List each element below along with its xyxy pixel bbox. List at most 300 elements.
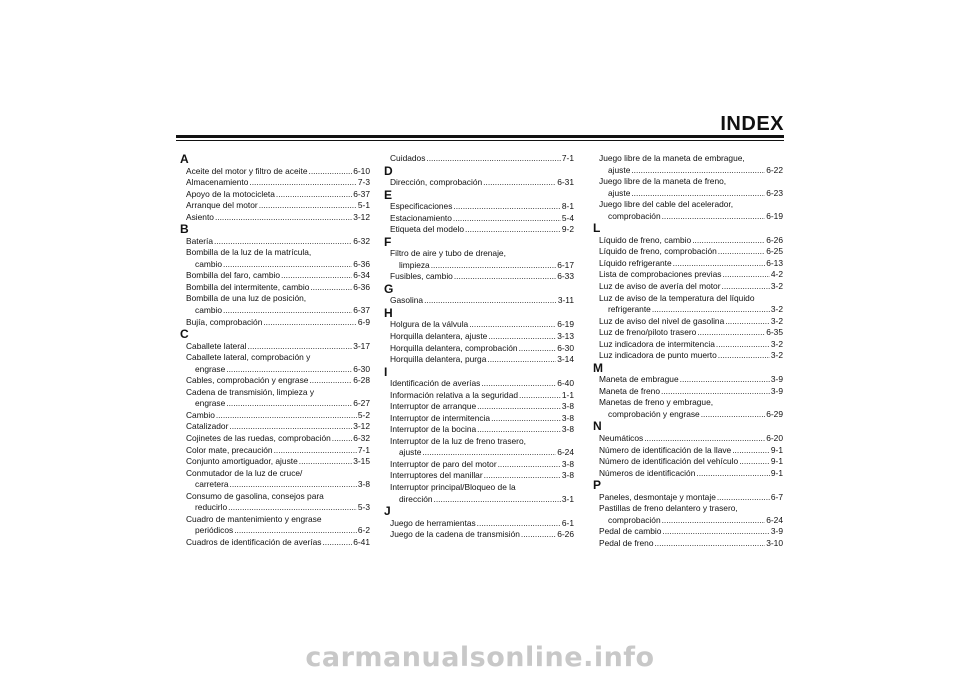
entry-row xyxy=(384,224,574,236)
entry-term: refrigerante xyxy=(608,304,651,315)
dot-leader xyxy=(226,364,352,376)
entry-row xyxy=(180,479,370,491)
entry-row xyxy=(384,319,574,331)
dot-leader xyxy=(521,529,556,541)
dot-leader xyxy=(717,492,770,504)
page-number: 6-20 xyxy=(766,432,783,443)
index-column-2 xyxy=(384,153,574,541)
dot-leader xyxy=(453,201,561,213)
index-entry xyxy=(180,200,370,212)
dot-leader xyxy=(274,445,357,457)
entry-term: Cojinetes de las ruedas, comprobación xyxy=(186,432,331,443)
entry-term: Cambio xyxy=(186,409,215,420)
entry-term: Luz de freno/piloto trasero xyxy=(599,327,697,338)
section-letter: J xyxy=(384,504,391,519)
page-number: 6-34 xyxy=(353,270,370,281)
index-entry xyxy=(593,293,783,316)
entry-row xyxy=(384,529,574,541)
index-entry xyxy=(593,246,783,258)
page-number: 6-32 xyxy=(353,432,370,443)
index-column-3 xyxy=(593,153,783,549)
dot-leader xyxy=(498,459,561,471)
dot-leader xyxy=(426,153,561,165)
entry-row xyxy=(384,378,574,390)
section-letter: P xyxy=(593,478,602,493)
entry-term: Juego de la cadena de transmisión xyxy=(390,529,520,540)
dot-leader xyxy=(722,281,770,293)
entry-term: Información relativa a la seguridad xyxy=(390,389,519,400)
entry-row xyxy=(593,211,783,223)
index-entry xyxy=(593,350,783,362)
dot-leader xyxy=(652,304,770,316)
dot-leader xyxy=(310,282,352,294)
entry-line: Cadena de transmisión, limpieza y xyxy=(186,386,315,397)
page-number: 3-8 xyxy=(561,412,574,423)
dot-leader xyxy=(662,211,766,223)
index-entry xyxy=(180,410,370,422)
page-number: 6-41 xyxy=(353,536,370,547)
entry-row xyxy=(384,390,574,402)
entry-row xyxy=(180,212,370,224)
section-letter: B xyxy=(180,222,189,237)
entry-row xyxy=(180,341,370,353)
entry-line: Pastillas de freno delantero y trasero, xyxy=(599,503,738,514)
dot-leader xyxy=(228,502,357,514)
entry-row xyxy=(384,153,574,165)
page-number: 7-1 xyxy=(561,153,574,163)
entry-row xyxy=(593,386,783,398)
entry-term: Conjunto amortiguador, ajuste xyxy=(186,456,298,467)
dot-leader xyxy=(519,343,557,355)
page-number: 3-17 xyxy=(353,340,370,351)
entry-term: comprobación xyxy=(608,210,661,221)
page-number: 3-8 xyxy=(561,458,574,469)
dot-leader xyxy=(722,269,769,281)
entry-row xyxy=(593,433,783,445)
entry-term: Cables, comprobación y engrase xyxy=(186,375,309,386)
dot-leader xyxy=(309,375,352,387)
dot-leader xyxy=(226,398,352,410)
dot-leader xyxy=(692,235,765,247)
page-number: 3-8 xyxy=(561,470,574,481)
entry-row xyxy=(593,246,783,258)
index-entry xyxy=(180,189,370,201)
entry-term: Cuadros de identificación de averías xyxy=(186,536,322,547)
section-letter: E xyxy=(384,187,393,202)
entry-row xyxy=(180,537,370,549)
index-entry xyxy=(593,281,783,293)
index-entry xyxy=(593,397,783,420)
entry-term: reducirlo xyxy=(195,502,228,513)
dot-leader xyxy=(215,212,352,224)
header-rule-thin xyxy=(176,140,784,141)
page-number: 6-10 xyxy=(353,165,370,176)
page-number: 3-8 xyxy=(561,401,574,412)
index-entry xyxy=(593,526,783,538)
index-entry xyxy=(593,339,783,351)
page-number: 9-1 xyxy=(770,467,783,478)
entry-term: Líquido de freno, cambio xyxy=(599,234,692,245)
entry-row xyxy=(593,515,783,527)
entry-row xyxy=(384,494,574,506)
entry-row xyxy=(180,525,370,537)
page-number: 6-30 xyxy=(557,342,574,353)
dot-leader xyxy=(477,424,561,436)
section-letter: I xyxy=(384,364,388,379)
page-number: 6-7 xyxy=(770,491,783,502)
entry-term: Juego de herramientas xyxy=(390,517,476,528)
index-entry xyxy=(180,514,370,537)
entry-term: Fusibles, cambio xyxy=(390,271,453,282)
dot-leader xyxy=(662,526,770,538)
entry-row xyxy=(384,213,574,225)
entry-row xyxy=(593,350,783,362)
dot-leader xyxy=(469,319,556,331)
entry-row xyxy=(384,177,574,189)
dot-leader xyxy=(481,378,556,390)
entry-term: Luz de aviso de avería del motor xyxy=(599,280,721,291)
entry-term: ajuste xyxy=(608,164,631,175)
entry-term: Horquilla delantera, comprobación xyxy=(390,342,518,353)
page-number: 3-10 xyxy=(766,537,783,548)
page-number: 6-28 xyxy=(353,375,370,386)
entry-term: Cuidados xyxy=(390,153,426,163)
entry-term: Especificaciones xyxy=(390,201,453,212)
entry-term: Arranque del motor xyxy=(186,200,258,211)
entry-row xyxy=(593,409,783,421)
dot-leader xyxy=(259,200,357,212)
dot-leader xyxy=(631,165,765,177)
index-entry xyxy=(384,378,574,390)
dot-leader xyxy=(718,350,770,362)
index-entry xyxy=(180,433,370,445)
index-entry xyxy=(180,468,370,491)
entry-row xyxy=(180,433,370,445)
dot-leader xyxy=(216,410,357,422)
page-number: 3-2 xyxy=(770,304,783,315)
dot-leader xyxy=(654,538,765,550)
dot-leader xyxy=(214,236,352,248)
page-number: 3-1 xyxy=(561,493,574,504)
index-entry xyxy=(180,456,370,468)
page-number: 3-15 xyxy=(353,456,370,467)
entry-term: Estacionamiento xyxy=(390,212,452,223)
entry-term: Número de identificación de la llave xyxy=(599,444,732,455)
index-entry xyxy=(593,468,783,480)
entry-term: Gasolina xyxy=(390,295,424,306)
entry-row xyxy=(593,188,783,200)
index-entry xyxy=(384,295,574,307)
index-entry xyxy=(180,537,370,549)
entry-row xyxy=(180,317,370,329)
page-number: 7-1 xyxy=(357,444,370,455)
entry-term: comprobación y engrase xyxy=(608,408,700,419)
dot-leader xyxy=(434,494,561,506)
dot-leader xyxy=(701,409,766,421)
entry-term: ajuste xyxy=(608,187,631,198)
entry-row xyxy=(384,354,574,366)
index-entry xyxy=(593,538,783,550)
entry-term: Neumáticos xyxy=(599,432,644,443)
page-number: 5-3 xyxy=(357,502,370,513)
section-letter: M xyxy=(593,360,603,375)
index-entry xyxy=(180,247,370,270)
dot-leader xyxy=(673,258,766,270)
index-entry xyxy=(384,319,574,331)
index-entry xyxy=(180,236,370,248)
page-number: 9-1 xyxy=(770,444,783,455)
page-number: 4-2 xyxy=(770,269,783,280)
entry-line: Juego libre de la maneta de freno, xyxy=(599,176,727,187)
entry-term: Lista de comprobaciones previas xyxy=(599,269,722,280)
dot-leader xyxy=(661,386,770,398)
entry-term: Número de identificación del vehículo xyxy=(599,456,739,467)
index-entry xyxy=(384,518,574,530)
page-number: 6-9 xyxy=(357,316,370,327)
entry-term: Dirección, comprobación xyxy=(390,177,483,188)
page-title: INDEX xyxy=(720,113,784,135)
entry-row xyxy=(180,375,370,387)
dot-leader xyxy=(739,456,770,468)
dot-leader xyxy=(230,479,357,491)
entry-row xyxy=(180,445,370,457)
dot-leader xyxy=(484,470,561,482)
entry-row xyxy=(593,492,783,504)
page-number: 8-1 xyxy=(561,201,574,212)
index-entry xyxy=(384,201,574,213)
entry-row xyxy=(593,374,783,386)
page-number: 3-13 xyxy=(557,330,574,341)
entry-row xyxy=(384,401,574,413)
index-entry xyxy=(180,387,370,410)
page-number: 3-2 xyxy=(770,338,783,349)
index-entry xyxy=(180,445,370,457)
dot-leader xyxy=(732,445,770,457)
index-entry xyxy=(180,166,370,178)
page-number: 6-32 xyxy=(353,235,370,246)
page-number: 3-9 xyxy=(770,526,783,537)
entry-term: ajuste xyxy=(399,447,422,458)
entry-row xyxy=(593,281,783,293)
entry-term: limpieza xyxy=(399,259,430,270)
page-number: 6-37 xyxy=(353,305,370,316)
entry-row xyxy=(384,295,574,307)
page-number: 1-1 xyxy=(561,389,574,400)
page-number: 6-26 xyxy=(557,529,574,540)
entry-row xyxy=(180,305,370,317)
entry-term: Interruptor de intermitencia xyxy=(390,412,491,423)
index-entry xyxy=(180,293,370,316)
page-number: 6-19 xyxy=(766,210,783,221)
entry-term: Luz indicadora de punto muerto xyxy=(599,350,717,361)
entry-term: Bujía, comprobación xyxy=(186,316,263,327)
page-number: 6-37 xyxy=(353,188,370,199)
entry-term: Líquido refrigerante xyxy=(599,257,672,268)
index-entry xyxy=(384,424,574,436)
entry-term: Color mate, precaución xyxy=(186,444,273,455)
dot-leader xyxy=(281,270,352,282)
dot-leader xyxy=(716,339,770,351)
page-number: 5-4 xyxy=(561,212,574,223)
entry-term: Pedal de freno xyxy=(599,537,654,548)
dot-leader xyxy=(487,354,556,366)
section-letter: H xyxy=(384,305,393,320)
page-number: 7-3 xyxy=(357,177,370,188)
page-number: 6-29 xyxy=(766,408,783,419)
index-entry xyxy=(384,177,574,189)
page-number: 6-24 xyxy=(766,514,783,525)
entry-term: comprobación xyxy=(608,514,661,525)
section-letter: N xyxy=(593,419,602,434)
dot-leader xyxy=(519,390,561,402)
page-number: 5-1 xyxy=(357,200,370,211)
entry-row xyxy=(384,459,574,471)
index-entry xyxy=(384,470,574,482)
page-number: 3-9 xyxy=(770,374,783,385)
entry-row xyxy=(180,236,370,248)
dot-leader xyxy=(631,188,765,200)
entry-row xyxy=(180,398,370,410)
entry-row xyxy=(384,343,574,355)
entry-line: Bombilla de una luz de posición, xyxy=(186,293,307,304)
page-number: 6-13 xyxy=(766,257,783,268)
index-entry xyxy=(593,456,783,468)
entry-row xyxy=(593,258,783,270)
dot-leader xyxy=(644,433,765,445)
dot-leader xyxy=(424,295,557,307)
index-entry xyxy=(180,270,370,282)
page-number: 3-2 xyxy=(770,350,783,361)
entry-term: dirección xyxy=(399,493,433,504)
entry-row xyxy=(180,502,370,514)
index-entry xyxy=(593,433,783,445)
page-number: 6-22 xyxy=(766,164,783,175)
entry-row xyxy=(384,331,574,343)
entry-term: Maneta de freno xyxy=(599,385,660,396)
dot-leader xyxy=(263,317,357,329)
page-number: 9-1 xyxy=(770,456,783,467)
page-number: 6-36 xyxy=(353,281,370,292)
page-number: 6-17 xyxy=(557,259,574,270)
index-entry xyxy=(593,492,783,504)
page-number: 6-30 xyxy=(353,363,370,374)
entry-row xyxy=(180,189,370,201)
entry-term: Caballete lateral xyxy=(186,340,247,351)
entry-term: periódicos xyxy=(195,525,234,536)
entry-term: Paneles, desmontaje y montaje xyxy=(599,491,716,502)
entry-term: Luz de aviso del nivel de gasolina xyxy=(599,315,725,326)
entry-row xyxy=(593,456,783,468)
page-number: 6-24 xyxy=(557,447,574,458)
entry-row xyxy=(384,413,574,425)
dot-leader xyxy=(718,246,765,258)
index-entry xyxy=(593,199,783,222)
entry-row xyxy=(180,259,370,271)
dot-leader xyxy=(696,468,770,480)
watermark: carmanualsonline.info xyxy=(305,642,655,673)
dot-leader xyxy=(488,331,556,343)
entry-term: Horquilla delantera, ajuste xyxy=(390,330,488,341)
dot-leader xyxy=(477,401,561,413)
page-number: 3-14 xyxy=(557,354,574,365)
entry-line: Interruptor de la luz de freno trasero, xyxy=(390,435,526,446)
page-number: 6-40 xyxy=(557,378,574,389)
entry-row xyxy=(593,468,783,480)
dot-leader xyxy=(422,447,556,459)
entry-term: Aceite del motor y filtro de aceite xyxy=(186,165,308,176)
entry-row xyxy=(593,538,783,550)
index-entry xyxy=(384,213,574,225)
entry-term: Líquido de freno, comprobación xyxy=(599,246,717,257)
entry-row xyxy=(593,327,783,339)
index-entry xyxy=(384,354,574,366)
entry-term: Interruptores del manillar xyxy=(390,470,483,481)
index-entry xyxy=(593,327,783,339)
entry-line: Interruptor principal/Bloqueo de la xyxy=(390,482,516,493)
entry-row xyxy=(180,166,370,178)
entry-row xyxy=(593,445,783,457)
section-letter: D xyxy=(384,163,393,178)
index-entry xyxy=(384,343,574,355)
entry-row xyxy=(384,518,574,530)
page-number: 6-23 xyxy=(766,187,783,198)
dot-leader xyxy=(332,433,352,445)
page-number: 3-2 xyxy=(770,315,783,326)
index-entry xyxy=(180,282,370,294)
index-entry xyxy=(384,482,574,505)
entry-term: Horquilla delantera, purga xyxy=(390,354,487,365)
entry-row xyxy=(180,456,370,468)
dot-leader xyxy=(276,189,352,201)
dot-leader xyxy=(309,166,353,178)
index-entry xyxy=(593,176,783,199)
index-entry xyxy=(593,269,783,281)
index-column-1 xyxy=(180,153,370,548)
section-letter: C xyxy=(180,327,189,342)
entry-row xyxy=(593,339,783,351)
index-entry xyxy=(593,235,783,247)
index-entry xyxy=(384,153,574,165)
page-number: 3-12 xyxy=(353,211,370,222)
index-entry xyxy=(180,352,370,375)
entry-term: engrase xyxy=(195,398,226,409)
page-number: 6-26 xyxy=(766,234,783,245)
page-number: 3-9 xyxy=(770,385,783,396)
entry-row xyxy=(180,421,370,433)
section-letter: A xyxy=(180,152,189,166)
entry-line: Cuadro de mantenimiento y engrase xyxy=(186,513,322,524)
dot-leader xyxy=(453,213,561,225)
page-number: 6-33 xyxy=(557,271,574,282)
entry-row xyxy=(384,271,574,283)
dot-leader xyxy=(454,271,556,283)
index-entry xyxy=(384,390,574,402)
header-rule-thick xyxy=(176,135,784,138)
entry-term: Interruptor de paro del motor xyxy=(390,458,497,469)
entry-term: Batería xyxy=(186,235,214,246)
index-entry xyxy=(384,459,574,471)
index-entry xyxy=(384,271,574,283)
page-number: 3-8 xyxy=(561,424,574,435)
dot-leader xyxy=(697,327,765,339)
entry-row xyxy=(593,235,783,247)
entry-term: Luz indicadora de intermitencia xyxy=(599,338,715,349)
entry-line: Juego libre de la maneta de embrague, xyxy=(599,153,745,163)
entry-term: Pedal de cambio xyxy=(599,526,662,537)
entry-row xyxy=(180,364,370,376)
index-entry xyxy=(593,258,783,270)
entry-term: engrase xyxy=(195,363,226,374)
